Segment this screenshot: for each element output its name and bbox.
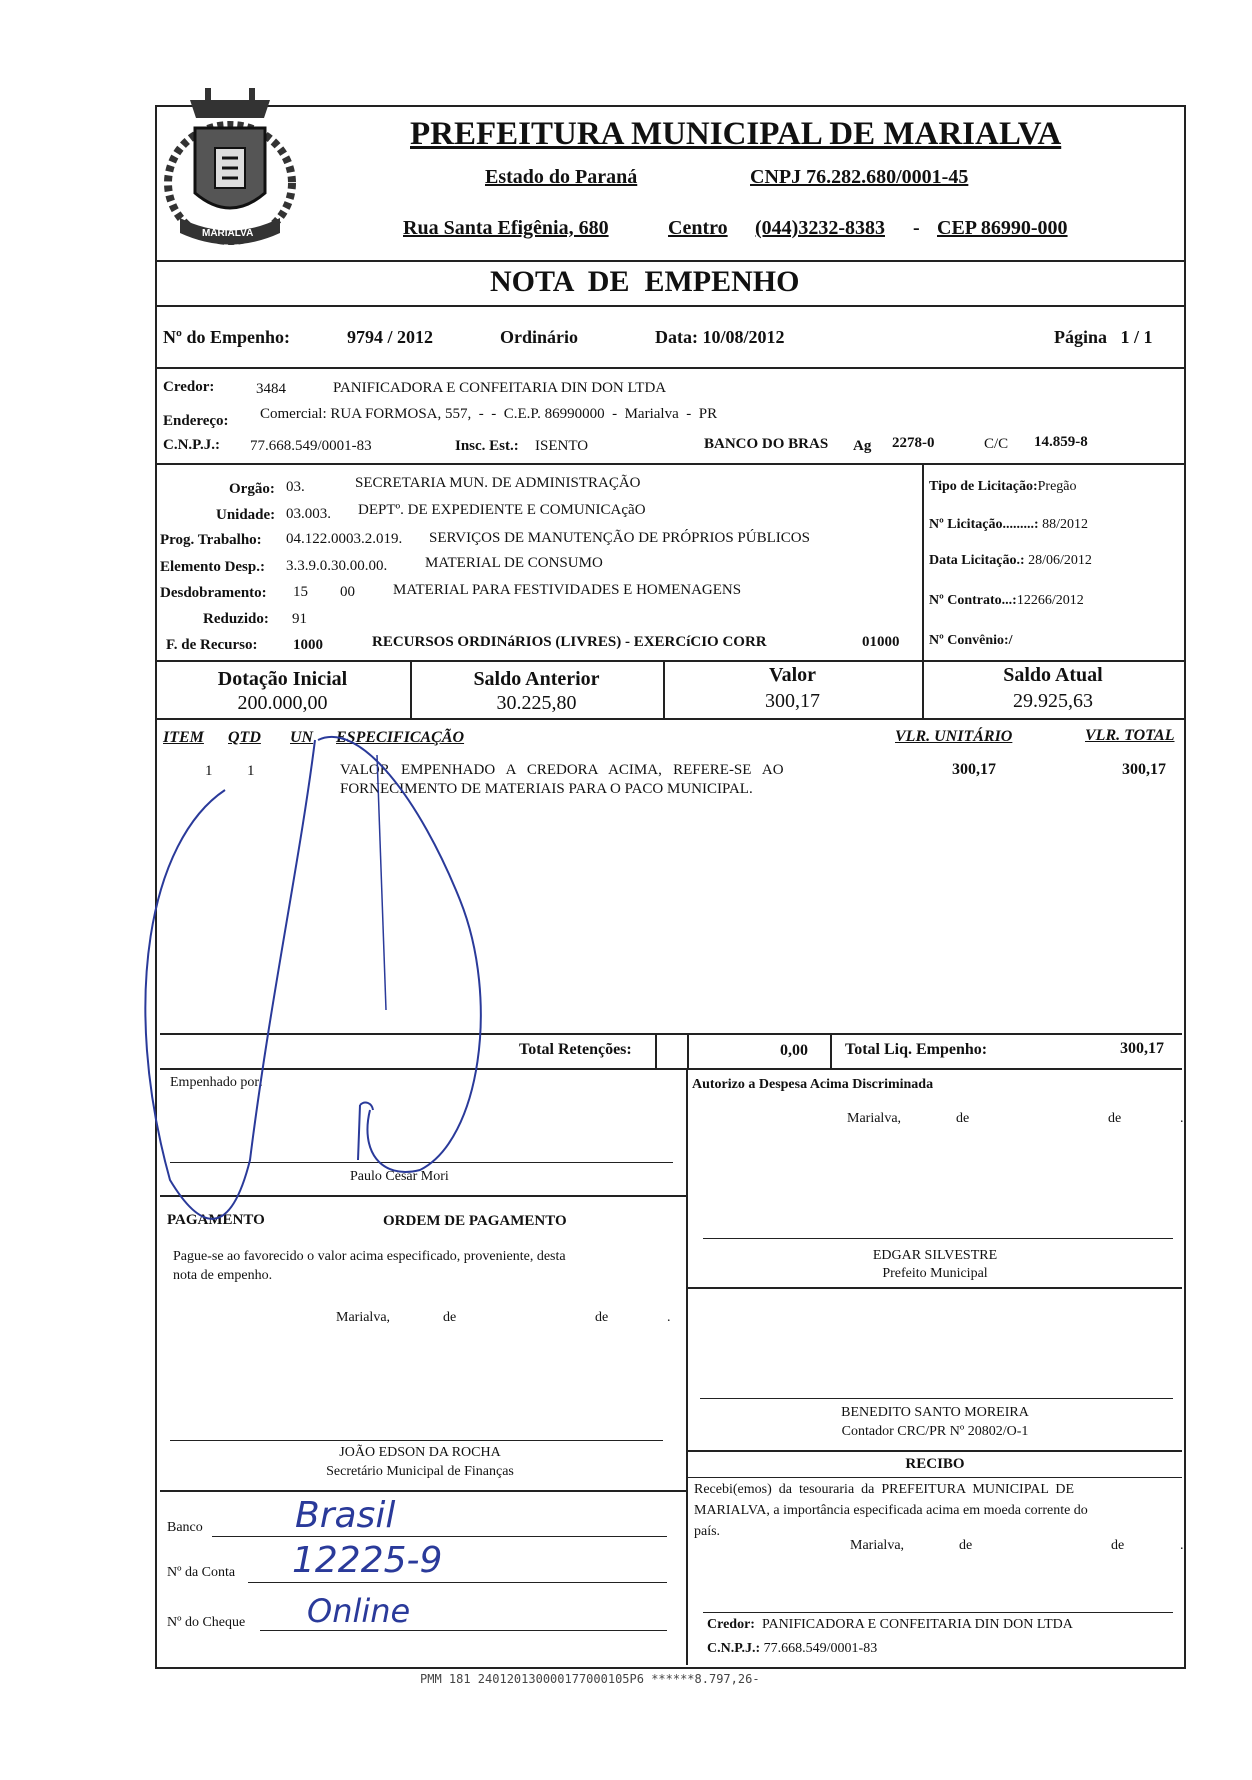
prog-label: Prog. Trabalho: — [160, 532, 262, 548]
cheque-handwritten: Online — [307, 1592, 411, 1630]
elemento-name: MATERIAL DE CONSUMO — [425, 555, 603, 571]
recibo-text-2: MARIALVA, a importância especificada acima em moeda corrente do — [694, 1503, 1088, 1518]
valor-label: Valor — [768, 664, 817, 686]
autorizo-city: Marialva, — [847, 1111, 902, 1126]
credor-address: Comercial: RUA FORMOSA, 557, - - C.E.P. 86990000 - Marialva - PR — [260, 406, 718, 422]
desdob-name: MATERIAL PARA FESTIVIDADES E HOMENAGENS — [393, 582, 742, 598]
signer1-name: Paulo César Mori — [350, 1169, 449, 1184]
ordem-pagamento-title: ORDEM DE PAGAMENTO — [383, 1213, 567, 1229]
address-label: Endereço: — [163, 413, 229, 429]
ag-value: 2278-0 — [892, 435, 935, 451]
valor-value: 300,17 — [765, 690, 820, 712]
bank-name: BANCO DO BRAS — [704, 436, 829, 452]
empenho-label: Nº do Empenho: — [163, 327, 290, 347]
autorizo-label: Autorizo a Despesa Acima Discriminada — [692, 1077, 934, 1092]
orgao-label: Orgão: — [229, 481, 275, 497]
col-item-header: ITEM — [163, 729, 204, 746]
page-number: Página 1 / 1 — [1054, 327, 1153, 347]
header-dash: - — [913, 217, 920, 239]
insc-label: Insc. Est.: — [455, 438, 519, 454]
prog-name: SERVIÇOS DE MANUTENÇÃO DE PRÓPRIOS PÚBLICOS — [429, 530, 810, 546]
header-phone: (044)3232-8383 — [755, 217, 885, 239]
item-qtd: 1 — [247, 763, 255, 779]
autorizo-dot: . — [1180, 1111, 1184, 1126]
banco-handwritten: Brasil — [295, 1495, 396, 1536]
licitacao-convenio: Nº Convênio:/ — [929, 633, 1013, 648]
recibo-title: RECIBO — [905, 1456, 965, 1472]
prefeito-role: Prefeito Municipal — [882, 1266, 988, 1281]
licitacao-data-value: 28/06/2012 — [1028, 553, 1092, 568]
reduzido-label: Reduzido: — [203, 611, 269, 627]
recibo-text-1: Recebi(emos) da tesouraria da PREFEITURA MUNICIPAL DE — [694, 1482, 1075, 1497]
unidade-name: DEPTº. DE EXPEDIENTE E COMUNICAçãO — [358, 502, 646, 518]
prog-code: 04.122.0003.2.019. — [286, 531, 403, 547]
header-title: PREFEITURA MUNICIPAL DE MARIALVA — [410, 116, 1062, 152]
ordem-de-1: de — [443, 1310, 457, 1325]
item-spec-line2: FORNECIMENTO DE MATERIAIS PARA O PACO MUNICIPAL. — [340, 781, 753, 797]
dotacao-inicial-label: Dotação Inicial — [217, 668, 348, 690]
desdob-code2: 00 — [340, 584, 355, 600]
item-number: 1 — [205, 763, 213, 779]
ag-label: Ag — [853, 438, 872, 454]
licitacao-tipo-text: Tipo de Licitação: — [929, 479, 1038, 494]
reduzido-value: 91 — [292, 611, 307, 627]
ordem-city: Marialva, — [336, 1310, 391, 1325]
cc-label: C/C — [984, 436, 1009, 452]
credor-cnpj: 77.668.549/0001-83 — [250, 438, 372, 454]
elemento-code: 3.3.9.0.30.00.00. — [286, 558, 388, 574]
col-spec-header: ESPECIFICAÇÃO — [336, 729, 465, 746]
cheque-label: Nº do Cheque — [167, 1615, 246, 1630]
recibo-credor-name: PANIFICADORA E CONFEITARIA DIN DON LTDA — [761, 1617, 1073, 1632]
recurso-name: RECURSOS ORDINáRIOS (LIVRES) - EXERCíCIO CORR — [372, 634, 767, 650]
licitacao-data-text: Data Licitação.: — [929, 553, 1025, 568]
licitacao-contrato-text: Nº Contrato...: — [929, 593, 1017, 608]
empenho-type: Ordinário — [500, 327, 579, 347]
orgao-code: 03. — [286, 479, 305, 495]
recibo-credor-label: Credor: — [707, 1617, 755, 1632]
pague-text-2: nota de empenho. — [173, 1268, 273, 1283]
credor-name: PANIFICADORA E CONFEITARIA DIN DON LTDA — [333, 380, 667, 396]
item-spec-line1: VALOR EMPENHADO A CREDORA ACIMA, REFERE-SE AO — [340, 762, 784, 778]
orgao-name: SECRETARIA MUN. DE ADMINISTRAÇÃO — [355, 475, 641, 491]
unidade-label: Unidade: — [216, 507, 276, 523]
desdob-label: Desdobramento: — [160, 585, 267, 601]
conta-label: Nº da Conta — [167, 1565, 236, 1580]
recibo-cnpj-value: 77.668.549/0001-83 — [763, 1641, 878, 1656]
prefeito-name: EDGAR SILVESTRE — [872, 1248, 998, 1263]
recurso-label: F. de Recurso: — [166, 637, 258, 653]
retencoes-value: 0,00 — [780, 1042, 808, 1059]
licitacao-contrato-value: 12266/2012 — [1016, 593, 1084, 608]
footer-code: PMM 181 240120130000177000105P6 ******8.797,26- — [420, 1672, 760, 1686]
saldo-anterior-value: 30.225,80 — [496, 692, 577, 714]
recibo-cnpj-label: C.N.P.J.: — [707, 1641, 761, 1656]
dotacao-inicial-value: 200.000,00 — [237, 692, 328, 714]
recibo-dot: . — [1180, 1538, 1184, 1553]
document-title: NOTA DE EMPENHO — [490, 265, 800, 298]
recibo-de-1: de — [959, 1538, 973, 1553]
empenhado-por-label: Empenhado por: — [170, 1075, 263, 1090]
col-qtd-header: QTD — [228, 729, 261, 746]
ordem-dot: . — [667, 1310, 671, 1325]
header-cnpj: CNPJ 76.282.680/0001-45 — [750, 166, 969, 188]
liq-label: Total Liq. Empenho: — [845, 1041, 988, 1058]
col-total-header: VLR. TOTAL — [1085, 727, 1175, 744]
item-total-value: 300,17 — [1122, 761, 1166, 778]
empenho-number: 9794 / 2012 — [347, 327, 434, 347]
autorizo-de-2: de — [1108, 1111, 1122, 1126]
recibo-de-2: de — [1111, 1538, 1125, 1553]
liq-value: 300,17 — [1120, 1040, 1164, 1057]
insc-value: ISENTO — [535, 438, 589, 454]
header-cep: CEP 86990-000 — [937, 217, 1068, 239]
col-unit-header: VLR. UNITÁRIO — [895, 728, 1013, 745]
credor-label: Credor: — [163, 379, 215, 395]
saldo-atual-value: 29.925,63 — [1013, 690, 1093, 712]
retencoes-label: Total Retenções: — [519, 1041, 632, 1058]
header-state: Estado do Paraná — [485, 166, 638, 188]
autorizo-de-1: de — [956, 1111, 970, 1126]
elemento-label: Elemento Desp.: — [160, 559, 265, 575]
ordem-de-2: de — [595, 1310, 609, 1325]
pague-text-1: Pague-se ao favorecido o valor acima especificado, proveniente, desta — [173, 1249, 566, 1264]
recurso-code: 1000 — [293, 637, 323, 653]
pagamento-label: PAGAMENTO — [167, 1212, 265, 1228]
recibo-text-3: país. — [694, 1524, 721, 1539]
unidade-code: 03.003. — [286, 506, 331, 522]
empenho-date: Data: 10/08/2012 — [655, 327, 785, 347]
signer2-role: Secretário Municipal de Finanças — [326, 1464, 514, 1479]
licitacao-numero-value: 88/2012 — [1042, 517, 1088, 532]
cc-value: 14.859-8 — [1034, 434, 1088, 450]
saldo-anterior-label: Saldo Anterior — [473, 668, 600, 690]
col-un-header: UN — [290, 729, 314, 746]
licitacao-numero-text: Nº Licitação.........: — [929, 517, 1039, 532]
contador-role: Contador CRC/PR Nº 20802/O-1 — [841, 1424, 1029, 1439]
seal-banner-text: MARIALVA — [202, 228, 254, 239]
conta-handwritten: 12225-9 — [292, 1540, 443, 1581]
banco-label: Banco — [167, 1520, 203, 1535]
cnpj-label: C.N.P.J.: — [163, 437, 220, 453]
contador-name: BENEDITO SANTO MOREIRA — [841, 1405, 1029, 1420]
signer2-name: JOÃO EDSON DA ROCHA — [339, 1445, 501, 1460]
header-address: Rua Santa Efigênia, 680 — [403, 217, 609, 239]
desdob-code: 15 — [293, 584, 308, 600]
saldo-atual-label: Saldo Atual — [1003, 664, 1103, 686]
recurso-code2: 01000 — [862, 634, 900, 650]
credor-code: 3484 — [256, 381, 286, 397]
recibo-city: Marialva, — [850, 1538, 905, 1553]
item-unit-value: 300,17 — [952, 761, 996, 778]
licitacao-tipo-value: Pregão — [1037, 479, 1077, 494]
header-district: Centro — [668, 217, 728, 239]
